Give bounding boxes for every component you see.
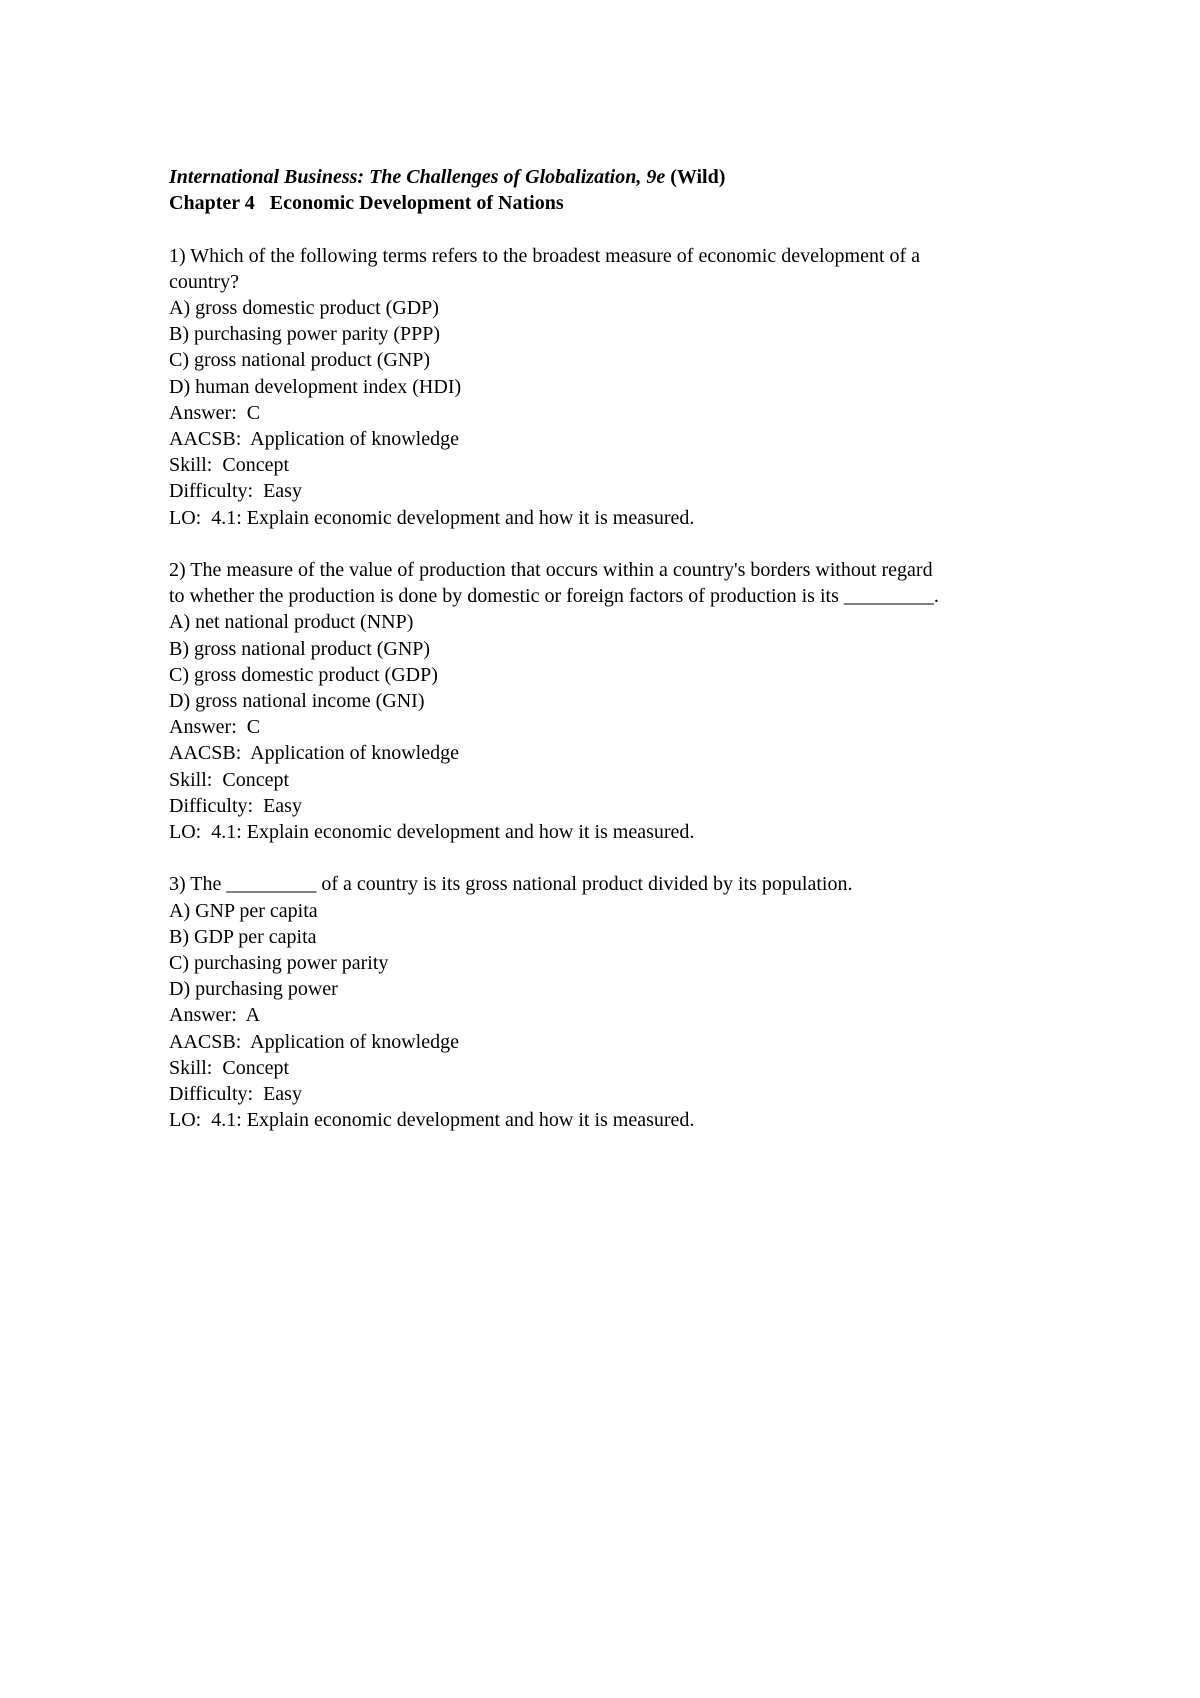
spacer xyxy=(169,845,1069,871)
spacer xyxy=(169,531,1069,557)
question-stem-line: 3) The _________ of a country is its gross national product divided by its population. xyxy=(169,873,853,896)
option-c: C) gross national product (GNP) xyxy=(169,349,431,372)
question-stem-line: to whether the production is done by domestic or foreign factors of production is its _________. xyxy=(169,585,939,608)
spacer xyxy=(169,216,1069,242)
learning-objective: LO: 4.1: Explain economic development and how it is measured. xyxy=(169,821,695,844)
option-b: B) GDP per capita xyxy=(169,925,317,948)
option-d: D) purchasing power xyxy=(169,978,338,1001)
question-1 xyxy=(169,243,1069,531)
author: (Wild) xyxy=(665,166,726,188)
book-title-line xyxy=(169,164,1069,190)
difficulty: Difficulty: Easy xyxy=(169,1083,302,1106)
question-stem-line: country? xyxy=(169,270,239,293)
option-a: A) gross domestic product (GDP) xyxy=(169,297,439,319)
document-body xyxy=(169,164,1069,1133)
question-stem-line: 1) Which of the following terms refers to the broadest measure of economic development of a xyxy=(169,244,921,267)
learning-objective: LO: 4.1: Explain economic development and how it is measured. xyxy=(169,1109,695,1132)
option-a: A) GNP per capita xyxy=(169,899,318,922)
skill: Skill: Concept xyxy=(169,768,289,791)
question-2 xyxy=(169,557,1069,845)
answer: Answer: A xyxy=(169,1004,261,1027)
difficulty: Difficulty: Easy xyxy=(169,794,302,817)
skill: Skill: Concept xyxy=(169,1056,289,1079)
option-c: C) gross domestic product (GDP) xyxy=(169,663,438,686)
option-a: A) net national product (NNP) xyxy=(169,611,414,634)
option-d: D) human development index (HDI) xyxy=(169,375,462,398)
option-c: C) purchasing power parity xyxy=(169,952,389,975)
book-title: International Business: The Challenges of Globalization, 9e xyxy=(169,166,666,188)
aacsb: AACSB: Application of knowledge xyxy=(169,428,459,451)
difficulty: Difficulty: Easy xyxy=(169,480,302,503)
learning-objective: LO: 4.1: Explain economic development and how it is measured. xyxy=(169,506,695,529)
answer: Answer: C xyxy=(169,716,261,739)
option-b: B) purchasing power parity (PPP) xyxy=(169,323,441,346)
skill: Skill: Concept xyxy=(169,454,289,477)
chapter-title: Chapter 4 Economic Development of Nations xyxy=(169,192,564,215)
option-d: D) gross national income (GNI) xyxy=(169,690,425,713)
aacsb: AACSB: Application of knowledge xyxy=(169,742,459,765)
question-stem-line: 2) The measure of the value of production that occurs within a country's borders without regard xyxy=(169,559,933,582)
option-b: B) gross national product (GNP) xyxy=(169,637,431,660)
aacsb: AACSB: Application of knowledge xyxy=(169,1030,459,1053)
answer: Answer: C xyxy=(169,401,261,424)
question-3 xyxy=(169,871,1069,1133)
